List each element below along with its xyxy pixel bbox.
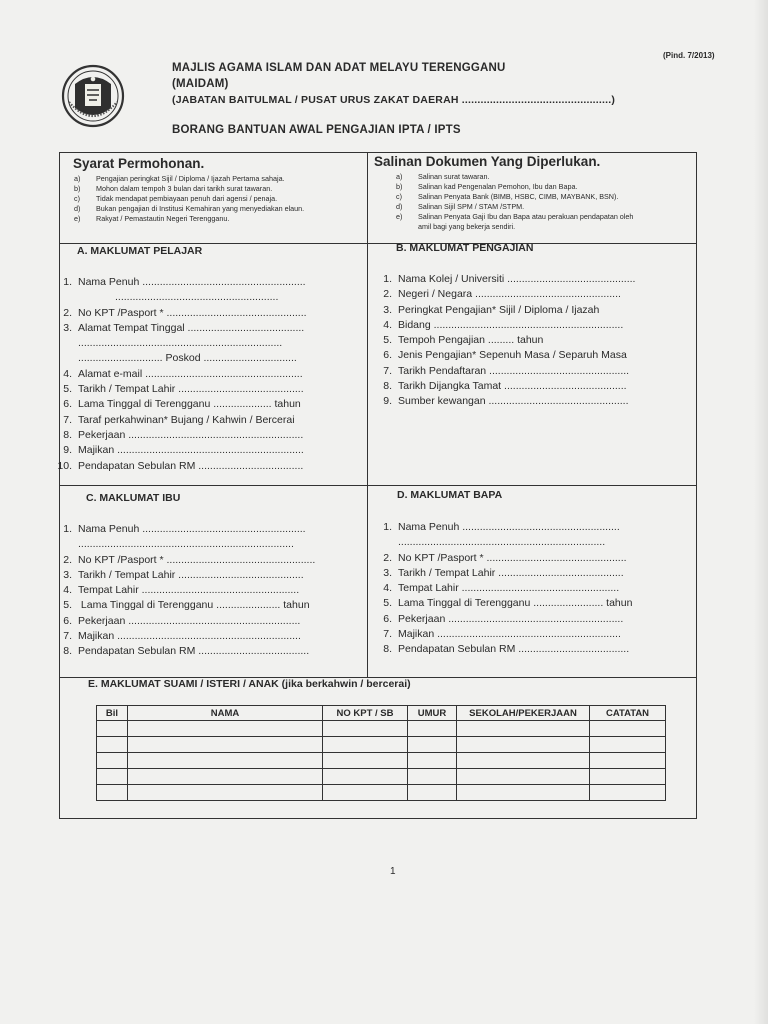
documents-title: Salinan Dokumen Yang Diperlukan. xyxy=(374,154,601,169)
table-cell[interactable] xyxy=(128,769,323,785)
form-field[interactable]: 7. Majikan ............................................................... xyxy=(63,630,301,643)
form-title: BORANG BANTUAN AWAL PENGAJIAN IPTA / IPTS xyxy=(172,124,461,136)
column-header: Bil xyxy=(97,706,128,721)
list-item: d) Bukan pengajian di Institusi Kemahiran yang menyediakan elaun. xyxy=(74,204,305,213)
form-field[interactable]: 7. Taraf perkahwinan* Bujang / Kahwin / Bercerai xyxy=(63,413,295,426)
form-field[interactable]: 5. Tempoh Pengajian ......... tahun xyxy=(383,334,544,347)
section-d-title: D. MAKLUMAT BAPA xyxy=(397,489,503,501)
org-name: MAJLIS AGAMA ISLAM DAN ADAT MELAYU TERENGGANU xyxy=(172,62,506,74)
column-header: NAMA xyxy=(128,706,323,721)
table-header-row xyxy=(97,706,666,721)
table-cell[interactable] xyxy=(408,785,457,801)
table-row xyxy=(97,721,666,737)
column-header: CATATAN xyxy=(590,706,666,721)
table-cell[interactable] xyxy=(128,753,323,769)
table-cell[interactable] xyxy=(323,737,408,753)
form-field[interactable]: 1. Nama Kolej / Universiti ............................................ xyxy=(383,273,636,285)
form-field[interactable]: 3. Tarikh / Tempat Lahir ........................................... xyxy=(383,566,624,579)
table-cell[interactable] xyxy=(128,721,323,737)
list-item: amil bagi yang bekerja sendiri. xyxy=(418,222,516,231)
table-cell[interactable] xyxy=(323,785,408,801)
form-field[interactable]: 2. No KPT /Pasport * ................................................ xyxy=(383,551,627,564)
list-item: b) Mohon dalam tempoh 3 bulan dari tarikh surat tawaran. xyxy=(74,184,273,193)
section-d-fields xyxy=(369,520,632,658)
form-field[interactable]: 8. Tarikh Dijangka Tamat .......................................... xyxy=(383,380,627,393)
section-e-title: E. MAKLUMAT SUAMI / ISTERI / ANAK (jika berkahwin / bercerai) xyxy=(88,678,411,690)
form-field[interactable]: 6. Lama Tinggal di Terengganu .................... tahun xyxy=(63,398,301,411)
maidam-logo xyxy=(61,64,125,128)
form-field[interactable]: 4. Alamat e-mail ...................................................... xyxy=(63,367,303,380)
department-line: (JABATAN BAITULMAL / PUSAT URUS ZAKAT DAERAH ................................................) xyxy=(172,94,616,106)
table-cell[interactable] xyxy=(457,785,590,801)
divider-parents xyxy=(59,485,697,486)
form-field[interactable]: 8. Pendapatan Sebulan RM ...................................... xyxy=(63,645,310,658)
form-field[interactable]: 10. Pendapatan Sebulan RM .................................... xyxy=(57,459,304,472)
form-field[interactable]: 6. Pekerjaan ........................................................... xyxy=(63,614,301,627)
section-c-title: C. MAKLUMAT IBU xyxy=(86,492,181,504)
form-field[interactable]: 1. Nama Penuh ...................................................... xyxy=(383,521,620,533)
table-cell[interactable] xyxy=(457,721,590,737)
table-row xyxy=(97,769,666,785)
table-row xyxy=(97,785,666,801)
table-cell[interactable] xyxy=(408,753,457,769)
section-a-fields xyxy=(49,275,307,474)
form-field[interactable]: 9. Majikan ................................................................ xyxy=(63,444,304,457)
table-cell[interactable] xyxy=(97,753,128,769)
form-field[interactable]: 5. Lama Tinggal di Terengganu ...................... tahun xyxy=(63,599,310,612)
org-acronym: (MAIDAM) xyxy=(172,78,229,90)
form-field[interactable]: 4. Tempat Lahir ...................................................... xyxy=(63,584,300,597)
form-field[interactable]: 8. Pendapatan Sebulan RM ...................................... xyxy=(383,643,630,656)
form-field[interactable]: 6. Jenis Pengajian* Sepenuh Masa / Separuh Masa xyxy=(383,349,627,362)
section-c-fields xyxy=(49,522,315,660)
form-field[interactable]: 2. No KPT /Pasport * ................................................ xyxy=(63,306,307,319)
requirements-list xyxy=(74,174,304,224)
form-field[interactable]: 9. Sumber kewangan ................................................ xyxy=(383,395,629,408)
form-field[interactable]: 1. Nama Penuh ........................................................ xyxy=(63,523,306,535)
form-field[interactable]: .......................................................................... xyxy=(78,538,294,551)
table-cell[interactable] xyxy=(97,769,128,785)
table-cell[interactable] xyxy=(128,785,323,801)
form-field[interactable]: 7. Majikan ............................................................... xyxy=(383,628,621,641)
form-field[interactable]: 5. Lama Tinggal di Terengganu ........................ tahun xyxy=(383,597,633,610)
form-field[interactable]: ............................. Poskod ................................ xyxy=(78,352,297,365)
table-cell[interactable] xyxy=(408,721,457,737)
form-field[interactable]: 8. Pekerjaan ............................................................ xyxy=(63,428,304,441)
table-cell[interactable] xyxy=(590,721,666,737)
list-item: d) Salinan Sijil SPM / STAM /STPM. xyxy=(396,202,525,211)
table-cell[interactable] xyxy=(590,769,666,785)
table-row xyxy=(97,753,666,769)
form-field[interactable]: 7. Tarikh Pendaftaran ................................................ xyxy=(383,364,630,377)
table-cell[interactable] xyxy=(323,753,408,769)
list-item: c) Tidak mendapat pembiayaan penuh dari agensi / penaja. xyxy=(74,194,278,203)
list-item: e) Salinan Penyata Gaji Ibu dan Bapa atau perakuan pendapatan oleh xyxy=(396,212,634,221)
table-cell[interactable] xyxy=(408,769,457,785)
list-item: e) Rakyat / Pemastautin Negeri Terengganu. xyxy=(74,214,230,223)
form-field[interactable]: 3. Alamat Tempat Tinggal ........................................ xyxy=(63,321,305,334)
form-field[interactable]: 3. Peringkat Pengajian* Sijil / Diploma / Ijazah xyxy=(383,303,600,316)
form-field[interactable]: ........................................................ xyxy=(115,291,279,304)
list-item: a) Pengajian peringkat Sijil / Diploma / Ijazah Pertama sahaja. xyxy=(74,174,285,183)
form-field[interactable]: 6. Pekerjaan ............................................................ xyxy=(383,612,624,625)
scan-edge-shadow xyxy=(754,0,768,1024)
family-table xyxy=(96,705,666,801)
table-cell[interactable] xyxy=(457,737,590,753)
list-item: a) Salinan surat tawaran. xyxy=(396,172,490,181)
documents-list xyxy=(396,172,633,232)
table-cell[interactable] xyxy=(128,737,323,753)
form-field[interactable]: ....................................................................... xyxy=(398,536,606,549)
table-cell[interactable] xyxy=(590,737,666,753)
table-cell[interactable] xyxy=(457,769,590,785)
table-cell[interactable] xyxy=(408,737,457,753)
table-cell[interactable] xyxy=(590,753,666,769)
table-row xyxy=(97,737,666,753)
table-cell[interactable] xyxy=(97,721,128,737)
column-header: UMUR xyxy=(408,706,457,721)
form-field[interactable]: 4. Bidang ................................................................. xyxy=(383,318,624,331)
form-field[interactable]: 2. No KPT /Pasport * ................................................... xyxy=(63,553,316,566)
section-b-title: B. MAKLUMAT PENGAJIAN xyxy=(396,242,534,254)
form-code: (Pind. 7/2013) xyxy=(663,51,715,60)
page-number: 1 xyxy=(390,866,396,877)
table-cell[interactable] xyxy=(590,785,666,801)
column-header: NO KPT / SB xyxy=(323,706,408,721)
form-field[interactable]: 3. Tarikh / Tempat Lahir ........................................... xyxy=(63,568,304,581)
form-field[interactable]: 4. Tempat Lahir ...................................................... xyxy=(383,582,620,595)
table-cell[interactable] xyxy=(323,721,408,737)
form-field[interactable]: 1. Nama Penuh ........................................................ xyxy=(63,276,306,288)
table-cell[interactable] xyxy=(97,737,128,753)
list-item: b) Salinan kad Pengenalan Pemohon, Ibu dan Bapa. xyxy=(396,182,578,191)
section-a-title: A. MAKLUMAT PELAJAR xyxy=(77,245,203,257)
table-cell[interactable] xyxy=(457,753,590,769)
table-cell[interactable] xyxy=(97,785,128,801)
form-field[interactable]: 2. Negeri / Negara .................................................. xyxy=(383,288,621,301)
section-b-fields xyxy=(369,272,635,410)
column-header: SEKOLAH/PEKERJAAN xyxy=(457,706,590,721)
requirements-title: Syarat Permohonan. xyxy=(73,156,205,171)
form-field[interactable]: 5. Tarikh / Tempat Lahir ........................................... xyxy=(63,383,304,396)
table-cell[interactable] xyxy=(323,769,408,785)
form-field[interactable]: ...................................................................... xyxy=(78,337,283,350)
list-item: c) Salinan Penyata Bank (BIMB, HSBC, CIMB, MAYBANK, BSN). xyxy=(396,192,619,201)
